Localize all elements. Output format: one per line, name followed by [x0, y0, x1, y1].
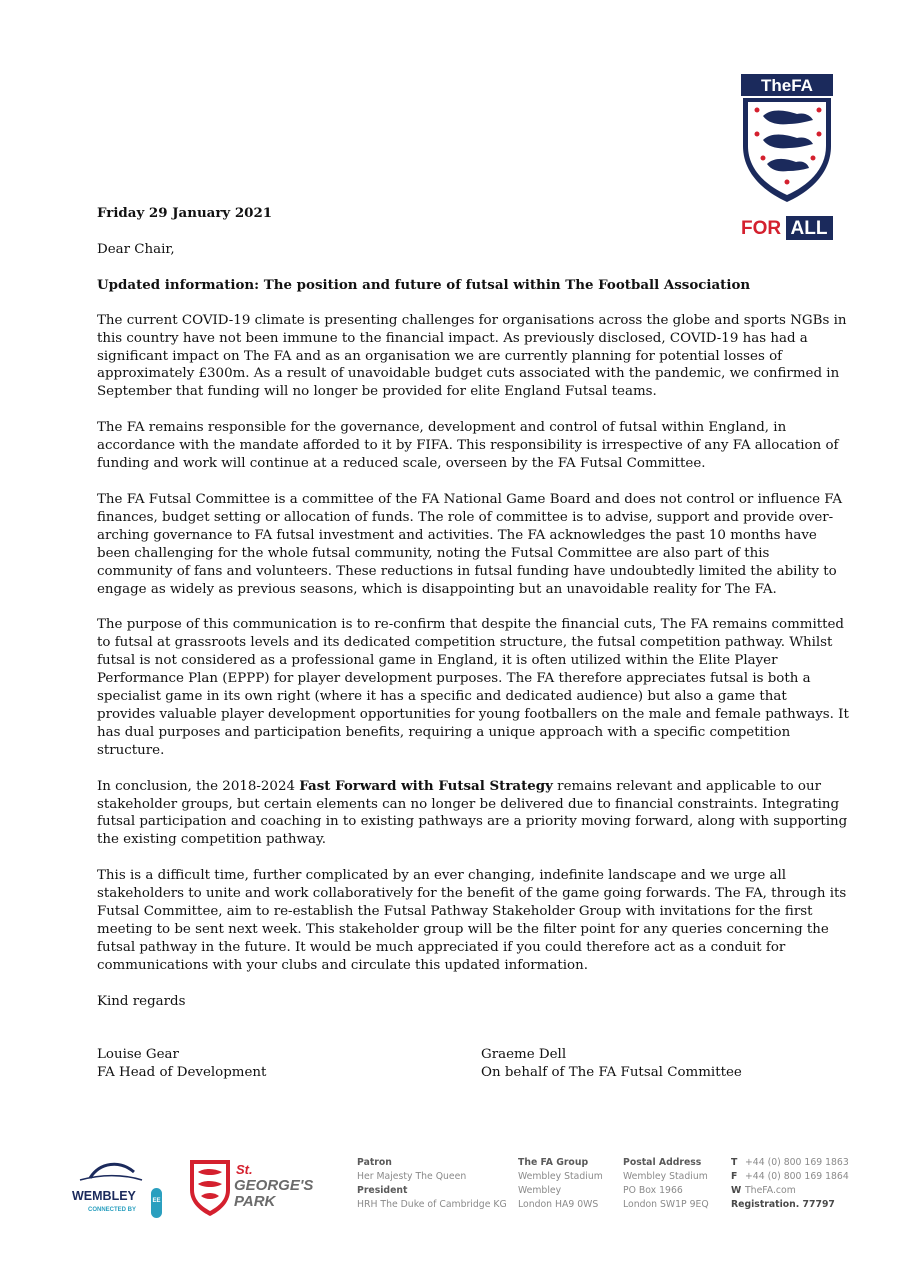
telephone-number: +44 (0) 800 169 1863	[745, 1157, 849, 1168]
fax-line	[731, 1170, 849, 1184]
signatory-title: On behalf of The FA Futsal Committee	[481, 1064, 742, 1080]
address-line: Wembley Stadium	[623, 1170, 708, 1182]
paragraph-strategy	[97, 778, 849, 850]
svg-text:EE: EE	[152, 1198, 161, 1204]
paragraph: The FA Futsal Committee is a committee of the FA National Game Board and does not control or influence FA finances, budget setting or allocation of funds. The role of committee is to advise, support and provide over-arching governance to FA futsal investment and activities. The FA acknowledges the past 10 months have been challenging for the whole futsal community, noting the Futsal Committee are also part of this community of fans and volunteers. These reductions in futsal funding have undoubtedly limited the ability to engage as widely as previous seasons, which is disappointing but an unavoidable reality for The FA.	[97, 491, 843, 597]
svg-text:GEORGE'S: GEORGE'S	[234, 1177, 314, 1194]
signatory-title: FA Head of Development	[97, 1064, 267, 1080]
signatory-name: Louise Gear	[97, 1046, 179, 1062]
patron-heading: Patron	[357, 1157, 392, 1168]
president-heading: President	[357, 1184, 408, 1196]
signatures	[97, 1046, 849, 1086]
telephone-line	[731, 1156, 849, 1170]
svg-text:St.: St.	[236, 1162, 253, 1177]
president-name: HRH The Duke of Cambridge KG	[357, 1198, 507, 1210]
paragraph: The current COVID-19 climate is presenting challenges for organisations across the globe and sports NGBs in this country have not been immune to the financial impact. As previously disclosed, COVID-19 has had a significant impact on The FA and as an organisation we are currently planning for potential losses of approximately £300m. As a result of unavoidable budget cuts associated with the pandemic, we confirmed in September that funding will no longer be provided for elite England Futsal teams.	[97, 312, 847, 400]
svg-text:PARK: PARK	[234, 1193, 276, 1210]
paragraph: The purpose of this communication is to re-confirm that despite the financial cuts, The FA remains committed to futsal at grassroots levels and its dedicated competition structure, the futsal competition pathway. Whilst futsal is not considered as a professional game in England, it is often utilized within the Elite Player Performance Plan (EPPP) for player development purposes. The FA therefore appreciates futsal is both a specialist game in its own right (where it has a specific and dedicated audience) but also a game that provides valuable player development opportunities for young footballers on the male and female pathways. It has dual purposes and participation benefits, requiring a unique approach with a specific competition structure.	[97, 617, 849, 758]
fax-number: +44 (0) 800 169 1864	[745, 1170, 849, 1182]
address-heading: The FA Group	[518, 1157, 589, 1168]
closing: Kind regards	[97, 993, 186, 1009]
patron-block	[357, 1156, 507, 1212]
patron-name: Her Majesty The Queen	[357, 1170, 467, 1182]
website-key: W	[731, 1184, 742, 1196]
telephone-key: T	[731, 1157, 738, 1168]
svg-text:CONNECTED BY: CONNECTED BY	[88, 1207, 137, 1213]
postal-address	[623, 1156, 709, 1212]
svg-text:TheFA: TheFA	[761, 76, 813, 95]
paragraph: This is a difficult time, further complicated by an ever changing, indefinite landscape and we urge all stakeholders to unite and work collaboratively for the benefit of the game going forwards. The FA, through its Futsal Committee, aim to re-establish the Futsal Pathway Stakeholder Group with invitations for the first meeting to be sent next week. This stakeholder group will be the filter point for any queries concerning the futsal pathway in the future. It would be much appreciated if you could therefore act as a conduit for communications with your clubs and circulate this updated information.	[97, 868, 847, 973]
address-line: Wembley Stadium	[518, 1170, 603, 1182]
strategy-name: Fast Forward with Futsal Strategy	[299, 777, 553, 794]
subject-line: Updated information: The position and future of futsal within The Football Association	[97, 276, 751, 293]
website-line	[731, 1184, 849, 1198]
address-heading: Postal Address	[623, 1157, 702, 1168]
fax-key: F	[731, 1170, 738, 1182]
website-url: TheFA.com	[745, 1184, 796, 1196]
letter-body	[97, 205, 849, 1086]
signatory-left	[97, 1046, 266, 1082]
svg-text:ALL: ALL	[790, 218, 828, 239]
registration-number: Registration. 77797	[731, 1198, 835, 1210]
paragraph: The FA remains responsible for the governance, development and control of futsal within England, in accordance with the mandate afforded to it by FIFA. This responsibility is irrespective of any FA allocation of funding and work will continue at a reduced scale, overseen by the FA Futsal Committee.	[97, 420, 839, 472]
st-georges-park-logo	[188, 1156, 316, 1218]
paragraph-text: In conclusion, the 2018-2024	[97, 778, 300, 794]
address-line: Wembley	[518, 1184, 562, 1196]
svg-text:WEMBLEY: WEMBLEY	[72, 1189, 136, 1203]
letter-date: Friday 29 January 2021	[97, 205, 273, 221]
signatory-right	[481, 1046, 742, 1082]
wembley-logo	[72, 1158, 168, 1220]
address-line: London HA9 0WS	[518, 1198, 599, 1210]
contact-details	[731, 1156, 849, 1212]
letterhead-footer	[0, 1150, 905, 1220]
fa-group-address	[518, 1156, 603, 1212]
salutation: Dear Chair,	[97, 241, 175, 257]
address-line: London SW1P 9EQ	[623, 1198, 709, 1210]
svg-text:FOR: FOR	[741, 218, 782, 239]
paragraph-text: remains relevant and applicable to our stakeholder groups, but certain elements can no longer be delivered due to financial constraints. Integrating futsal participation and coaching in to existing pathways are a priority moving forward, along with supporting the existing competition pathway.	[97, 778, 848, 848]
address-line: PO Box 1966	[623, 1184, 683, 1196]
signatory-name: Graeme Dell	[481, 1046, 567, 1062]
